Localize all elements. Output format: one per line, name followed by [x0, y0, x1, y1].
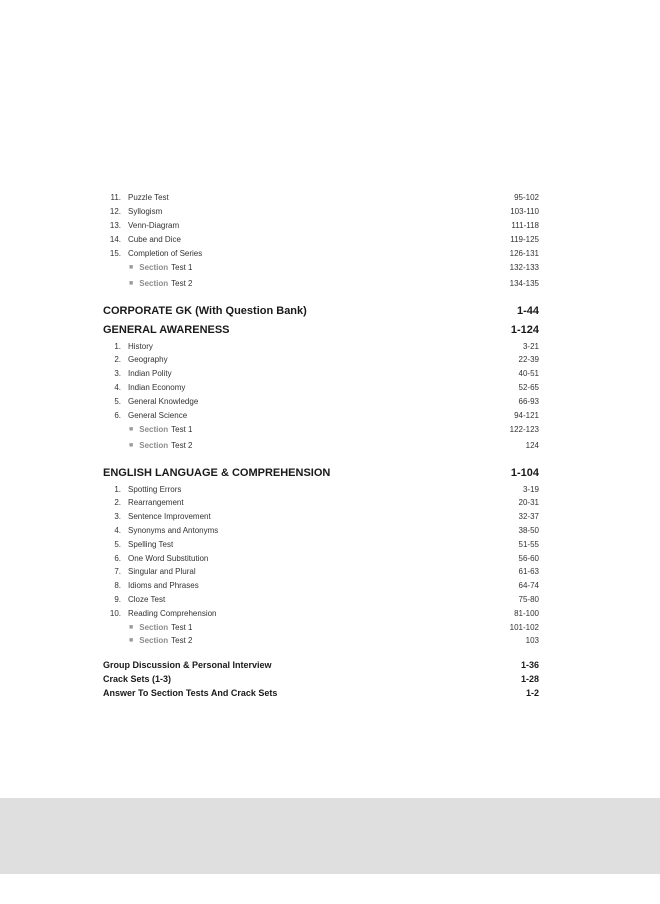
section-test-item — [103, 620, 539, 634]
toc-item — [103, 593, 539, 607]
item-pages: 52-65 — [518, 382, 539, 392]
item-title: One Word Substitution — [128, 553, 209, 563]
heading-title: Crack Sets (1-3) — [103, 673, 172, 684]
item-pages: 111-118 — [511, 220, 539, 230]
item-title: Completion of Series — [128, 248, 203, 258]
item-number: 7. — [114, 567, 121, 577]
item-pages: 38-50 — [518, 525, 539, 535]
test-label: Test 1 — [171, 622, 193, 632]
item-pages: 95-102 — [514, 193, 539, 203]
item-number: 2. — [114, 355, 121, 365]
item-title: Reading Comprehension — [128, 608, 217, 618]
toc-item — [103, 205, 539, 219]
section-test-item — [103, 276, 539, 292]
item-number: 12. — [109, 207, 121, 217]
heading-title: CORPORATE GK (With Question Bank) — [103, 304, 307, 317]
item-number: 6. — [114, 410, 121, 420]
item-pages: 132-133 — [509, 263, 539, 273]
item-pages: 94-121 — [514, 410, 539, 420]
toc-item — [103, 339, 539, 353]
toc-item — [103, 565, 539, 579]
item-number: 5. — [114, 539, 121, 549]
item-pages: 40-51 — [518, 369, 539, 379]
item-pages: 124 — [525, 440, 539, 450]
toc-item — [103, 482, 539, 496]
section-heading-general-awareness — [103, 320, 539, 339]
item-title: Singular and Plural — [128, 567, 196, 577]
toc-item — [103, 232, 539, 246]
section-word: Section — [139, 440, 169, 450]
item-number: 14. — [109, 234, 121, 244]
item-number: 1. — [114, 484, 121, 494]
toc-item — [103, 353, 539, 367]
item-pages: 119-125 — [510, 234, 539, 244]
item-number: 8. — [114, 581, 121, 591]
test-label: Test 2 — [171, 440, 193, 450]
item-pages: 103 — [525, 636, 539, 646]
toc-item — [103, 381, 539, 395]
toc-item — [103, 579, 539, 593]
square-bullet-icon: ■ — [129, 279, 134, 287]
section-heading-corporate-gk — [103, 301, 539, 320]
item-title: Sentence Improvement — [128, 512, 211, 522]
item-pages: 101-102 — [509, 622, 539, 632]
section-heading-english — [103, 463, 539, 482]
item-pages: 103-110 — [510, 207, 539, 217]
test-label: Test 2 — [171, 278, 193, 288]
heading-title: Answer To Section Tests And Crack Sets — [103, 687, 278, 698]
item-number: 15. — [109, 248, 121, 258]
item-number: 10. — [109, 608, 121, 618]
item-title: Spelling Test — [128, 539, 174, 549]
item-pages: 22-39 — [518, 355, 539, 365]
item-pages: 3-21 — [522, 341, 539, 351]
item-number: 6. — [114, 553, 121, 563]
footer-band — [0, 798, 660, 874]
english-list — [103, 482, 539, 648]
item-title: Idioms and Phrases — [128, 581, 199, 591]
heading-pages: 1-28 — [520, 673, 539, 684]
item-pages: 64-74 — [518, 581, 539, 591]
section-word: Section — [139, 263, 169, 273]
reasoning-list — [103, 191, 539, 291]
toc-item — [103, 524, 539, 538]
test-label: Test 2 — [171, 636, 193, 646]
item-pages: 66-93 — [518, 396, 539, 406]
item-pages: 51-55 — [518, 539, 539, 549]
toc-item — [103, 537, 539, 551]
item-title: Indian Polity — [128, 369, 172, 379]
test-label: Test 1 — [171, 425, 193, 435]
section-test-item — [103, 634, 539, 648]
extra-heading — [103, 686, 539, 700]
section-word: Section — [139, 636, 169, 646]
item-number: 4. — [114, 525, 121, 535]
item-pages: 81-100 — [514, 608, 539, 618]
item-pages: 3-19 — [522, 484, 539, 494]
item-number: 4. — [114, 382, 121, 392]
section-test-item — [103, 260, 539, 276]
item-number: 2. — [114, 498, 121, 508]
extra-heading — [103, 658, 539, 672]
item-title: Puzzle Test — [128, 193, 169, 203]
square-bullet-icon: ■ — [129, 623, 134, 631]
item-number: 1. — [114, 341, 121, 351]
item-title: Rearrangement — [128, 498, 184, 508]
heading-pages: 1-36 — [520, 659, 539, 670]
item-number: 5. — [114, 396, 121, 406]
item-title: Cube and Dice — [128, 234, 181, 244]
square-bullet-icon: ■ — [129, 637, 134, 645]
toc-item — [103, 551, 539, 565]
item-number: 9. — [114, 594, 121, 604]
toc-item — [103, 496, 539, 510]
section-word: Section — [139, 425, 169, 435]
toc-item — [103, 246, 539, 260]
item-pages: 75-80 — [518, 594, 539, 604]
toc-item — [103, 191, 539, 205]
item-title: Cloze Test — [128, 594, 166, 604]
item-pages: 32-37 — [518, 512, 539, 522]
toc-item — [103, 394, 539, 408]
item-title: Indian Economy — [128, 382, 186, 392]
toc-item — [103, 219, 539, 233]
section-test-item — [103, 422, 539, 438]
general-awareness-list — [103, 339, 539, 453]
item-pages: 20-31 — [518, 498, 539, 508]
square-bullet-icon: ■ — [129, 426, 134, 434]
heading-pages: 1-2 — [525, 687, 539, 698]
item-title: Syllogism — [128, 207, 163, 217]
item-title: Synonyms and Antonyms — [128, 525, 219, 535]
toc-item — [103, 367, 539, 381]
heading-pages: 1-104 — [510, 466, 539, 479]
heading-title: Group Discussion & Personal Interview — [103, 659, 272, 670]
item-number: 3. — [114, 369, 121, 379]
item-title: Venn-Diagram — [128, 220, 180, 230]
item-number: 3. — [114, 512, 121, 522]
heading-pages: 1-44 — [516, 304, 539, 317]
heading-pages: 1-124 — [510, 323, 539, 336]
item-pages: 126-131 — [509, 248, 539, 258]
item-title: Geography — [128, 355, 168, 365]
item-pages: 134-135 — [509, 278, 539, 288]
toc-item — [103, 606, 539, 620]
square-bullet-icon: ■ — [129, 441, 134, 449]
table-of-contents — [103, 191, 539, 700]
item-title: Spotting Errors — [128, 484, 182, 494]
heading-title: ENGLISH LANGUAGE & COMPREHENSION — [103, 466, 331, 479]
section-word: Section — [139, 278, 169, 288]
square-bullet-icon: ■ — [129, 264, 134, 272]
extras-list — [103, 658, 539, 700]
toc-item — [103, 408, 539, 422]
item-title: History — [128, 341, 153, 351]
section-word: Section — [139, 622, 169, 632]
test-label: Test 1 — [171, 263, 193, 273]
toc-item — [103, 510, 539, 524]
extra-heading — [103, 672, 539, 686]
item-pages: 122-123 — [509, 425, 539, 435]
section-test-item — [103, 438, 539, 454]
item-number: 11. — [110, 193, 121, 203]
item-pages: 56-60 — [518, 553, 539, 563]
item-title: General Knowledge — [128, 396, 199, 406]
item-number: 13. — [109, 220, 121, 230]
heading-title: GENERAL AWARENESS — [103, 323, 230, 336]
item-title: General Science — [128, 410, 188, 420]
item-pages: 61-63 — [518, 567, 539, 577]
